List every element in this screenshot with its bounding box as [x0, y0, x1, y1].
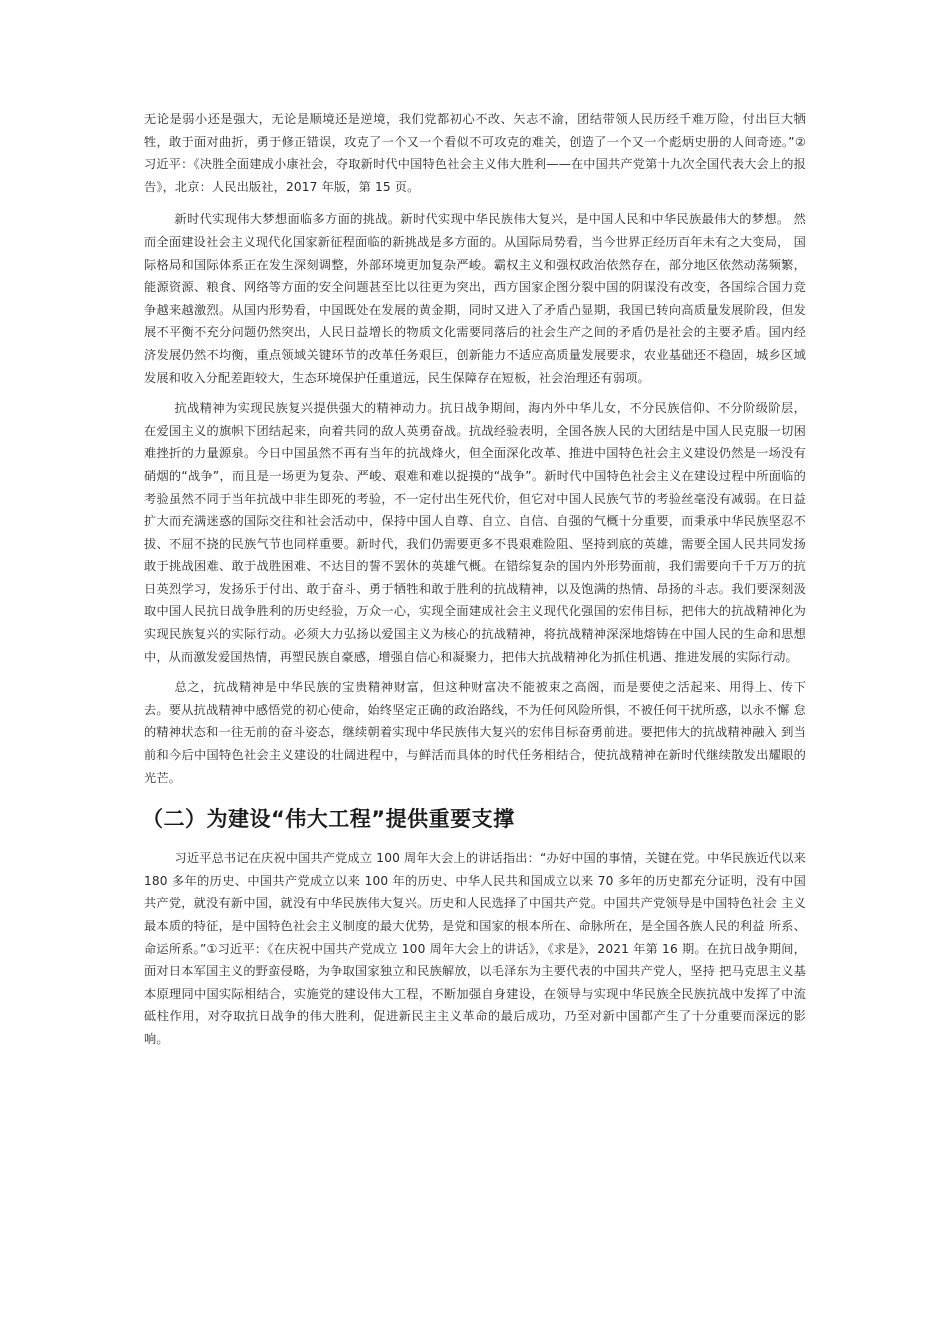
document-page	[144, 108, 806, 1051]
paragraph-spirit: 抗战精神为实现民族复兴提供强大的精神动力。抗日战争期间，海内外中华儿女，不分民族信仰、不分阶级阶层， 在爱国主义的旗帜下团结起来，向着共同的敌人英勇奋战。抗战经验表明，全国各族人民的大团结是中国人民克服一切困难挫折的力量源泉。今日中国虽然不再有当年的抗战烽火，但全面深化改革、推进中国特色社会主义建设仍然是一场没有硝烟的“战争”，而且是一场更为复杂、严峻、艰难和难以捉摸的“战争”。新时代中国特色社会主义在建设过程中所面临的考验虽然不同于当年抗战中非生即死的考验，不一定付出生死代价，但它对中国人民族气节的考验丝毫没有减弱。在日益扩大而充满迷惑的国际交往和社会活动中，保持中国人自尊、自立、自信、自强的气概十分重要，而秉承中华民族坚忍不拔、不屈不挠的民族气节也同样重要。新时代，我们仍需要更多不畏艰难险阻、坚持到底的英雄，需要全国人民共同发扬敢于挑战困难、敢于战胜困难、不达目的誓不罢休的英雄气概。在错综复杂的国内外形势面前，我们需要向千千万万的抗日英烈学习，发扬乐于付出、敢于奋斗、勇于牺牲和敢于胜利的抗战精神，以及饱满的热情、昂扬的斗志。我们要深刻汲取中国人民抗日战争胜利的历史经验，万众一心，实现全面建成社会主义现代化强国的宏伟目标，把伟大的抗战精神化为实现民族复兴的实际行动。必须大力弘扬以爱国主义为核心的抗战精神，将抗战精神深深地熔铸在中国人民的生命和思想中，从而激发爱国热情，再塑民族自豪感，增强自信心和凝聚力，把伟大抗战精神化为抓住机遇、推进发展的实际行动。	[144, 401, 806, 664]
paragraph-summary: 总之，抗战精神是中华民族的宝贵精神财富，但这种财富决不能被束之高阁，而是要使之活起来、用得上、传下 去。要从抗战精神中感悟党的初心使命，始终坚定正确的政治路线，不为任何风险所惧，不被任何干扰所惑，以永不懈 怠的精神状态和一往无前的奋斗姿态，继续朝着实现中华民族伟大复兴的宏伟目标奋勇前进。要把伟大的抗战精神融入 到当前和今后中国特色社会主义建设的壮阔进程中，与鲜活而具体的时代任务相结合，使抗战精神在新时代继续散发出耀眼的光芒。	[144, 680, 806, 785]
section-heading: （二）为建设“伟大工程”提供重要支撑	[142, 807, 515, 832]
paragraph-great-project: 习近平总书记在庆祝中国共产党成立 100 周年大会上的讲话指出：“办好中国的事情，关键在党。中华民族近代以来 180 多年的历史、中国共产党成立以来 100 年的历史、中华人民共和国成立以来 70 多年的历史都充分证明，没有中国共产党，就没有新中国，就没有中华民族伟大复兴。历史和人民选择了中国共产党。中国共产党领导是中国特色社会 主义最本质的特征，是中国特色社会主义制度的最大优势，是党和国家的根本所在、命脉所在，是全国各族人民的利益 所系、命运所系。”①习近平：《在庆祝中国共产党成立 100 周年大会上的讲话》，《求是》，2021 年第 16 期。在抗日战争期间，面对日本军国主义的野蛮侵略，为争取国家独立和民族解放，以毛泽东为主要代表的中国共产党人，坚持 把马克思主义基本原理同中国实际相结合，实施党的建设伟大工程，不断加强自身建设，在领导与实现中华民族全民族抗战中发挥了中流砥柱作用，对夺取抗日战争的伟大胜利，促进新民主主义革命的最后成功，乃至对新中国都产生了十分重要而深远的影响。	[144, 851, 806, 1046]
paragraph-challenges: 新时代实现伟大梦想面临多方面的挑战。新时代实现中华民族伟大复兴，是中国人民和中华民族最伟大的梦想。 然而全面建设社会主义现代化国家新征程面临的新挑战是多方面的。从国际局势看，当今世界正经历百年未有之大变局， 国际格局和国际体系正在发生深刻调整，外部环境更加复杂严峻。霸权主义和强权政治依然存在，部分地区依然动荡频繁，能源资源、粮食、网络等方面的安全问题甚至比以往更为突出，西方国家企图分裂中国的阴谋没有改变，各国综合国力竞争越来越激烈。从国内形势看，中国既处在发展的黄金期，同时又进入了矛盾凸显期，我国已转向高质量发展阶段，但发展不平衡不充分问题仍然突出，人民日益增长的物质文化需要同落后的社会生产之间的矛盾仍是社会的主要矛盾。国内经济发展仍然不均衡，重点领域关键环节的改革任务艰巨，创新能力不适应高质量发展要求，农业基础还不稳固，城乡区域发展和收入分配差距较大，生态环境保护任重道远，民生保障存在短板，社会治理还有弱项。	[144, 212, 806, 385]
paragraph-continuation: 无论是弱小还是强大，无论是顺境还是逆境，我们党都初心不改、矢志不渝，团结带领人民历经千难万险，付出巨大牺 牲，敢于面对曲折，勇于修正错误，攻克了一个又一个看似不可攻克的难关，创造了一个又一个彪炳史册的人间奇迹。”② 习近平：《决胜全面建成小康社会，夺取新时代中国特色社会主义伟大胜利——在中国共产党第十九次全国代表大会上的报告》，北京：人民出版社，2017 年版，第 15 页。	[144, 112, 806, 194]
